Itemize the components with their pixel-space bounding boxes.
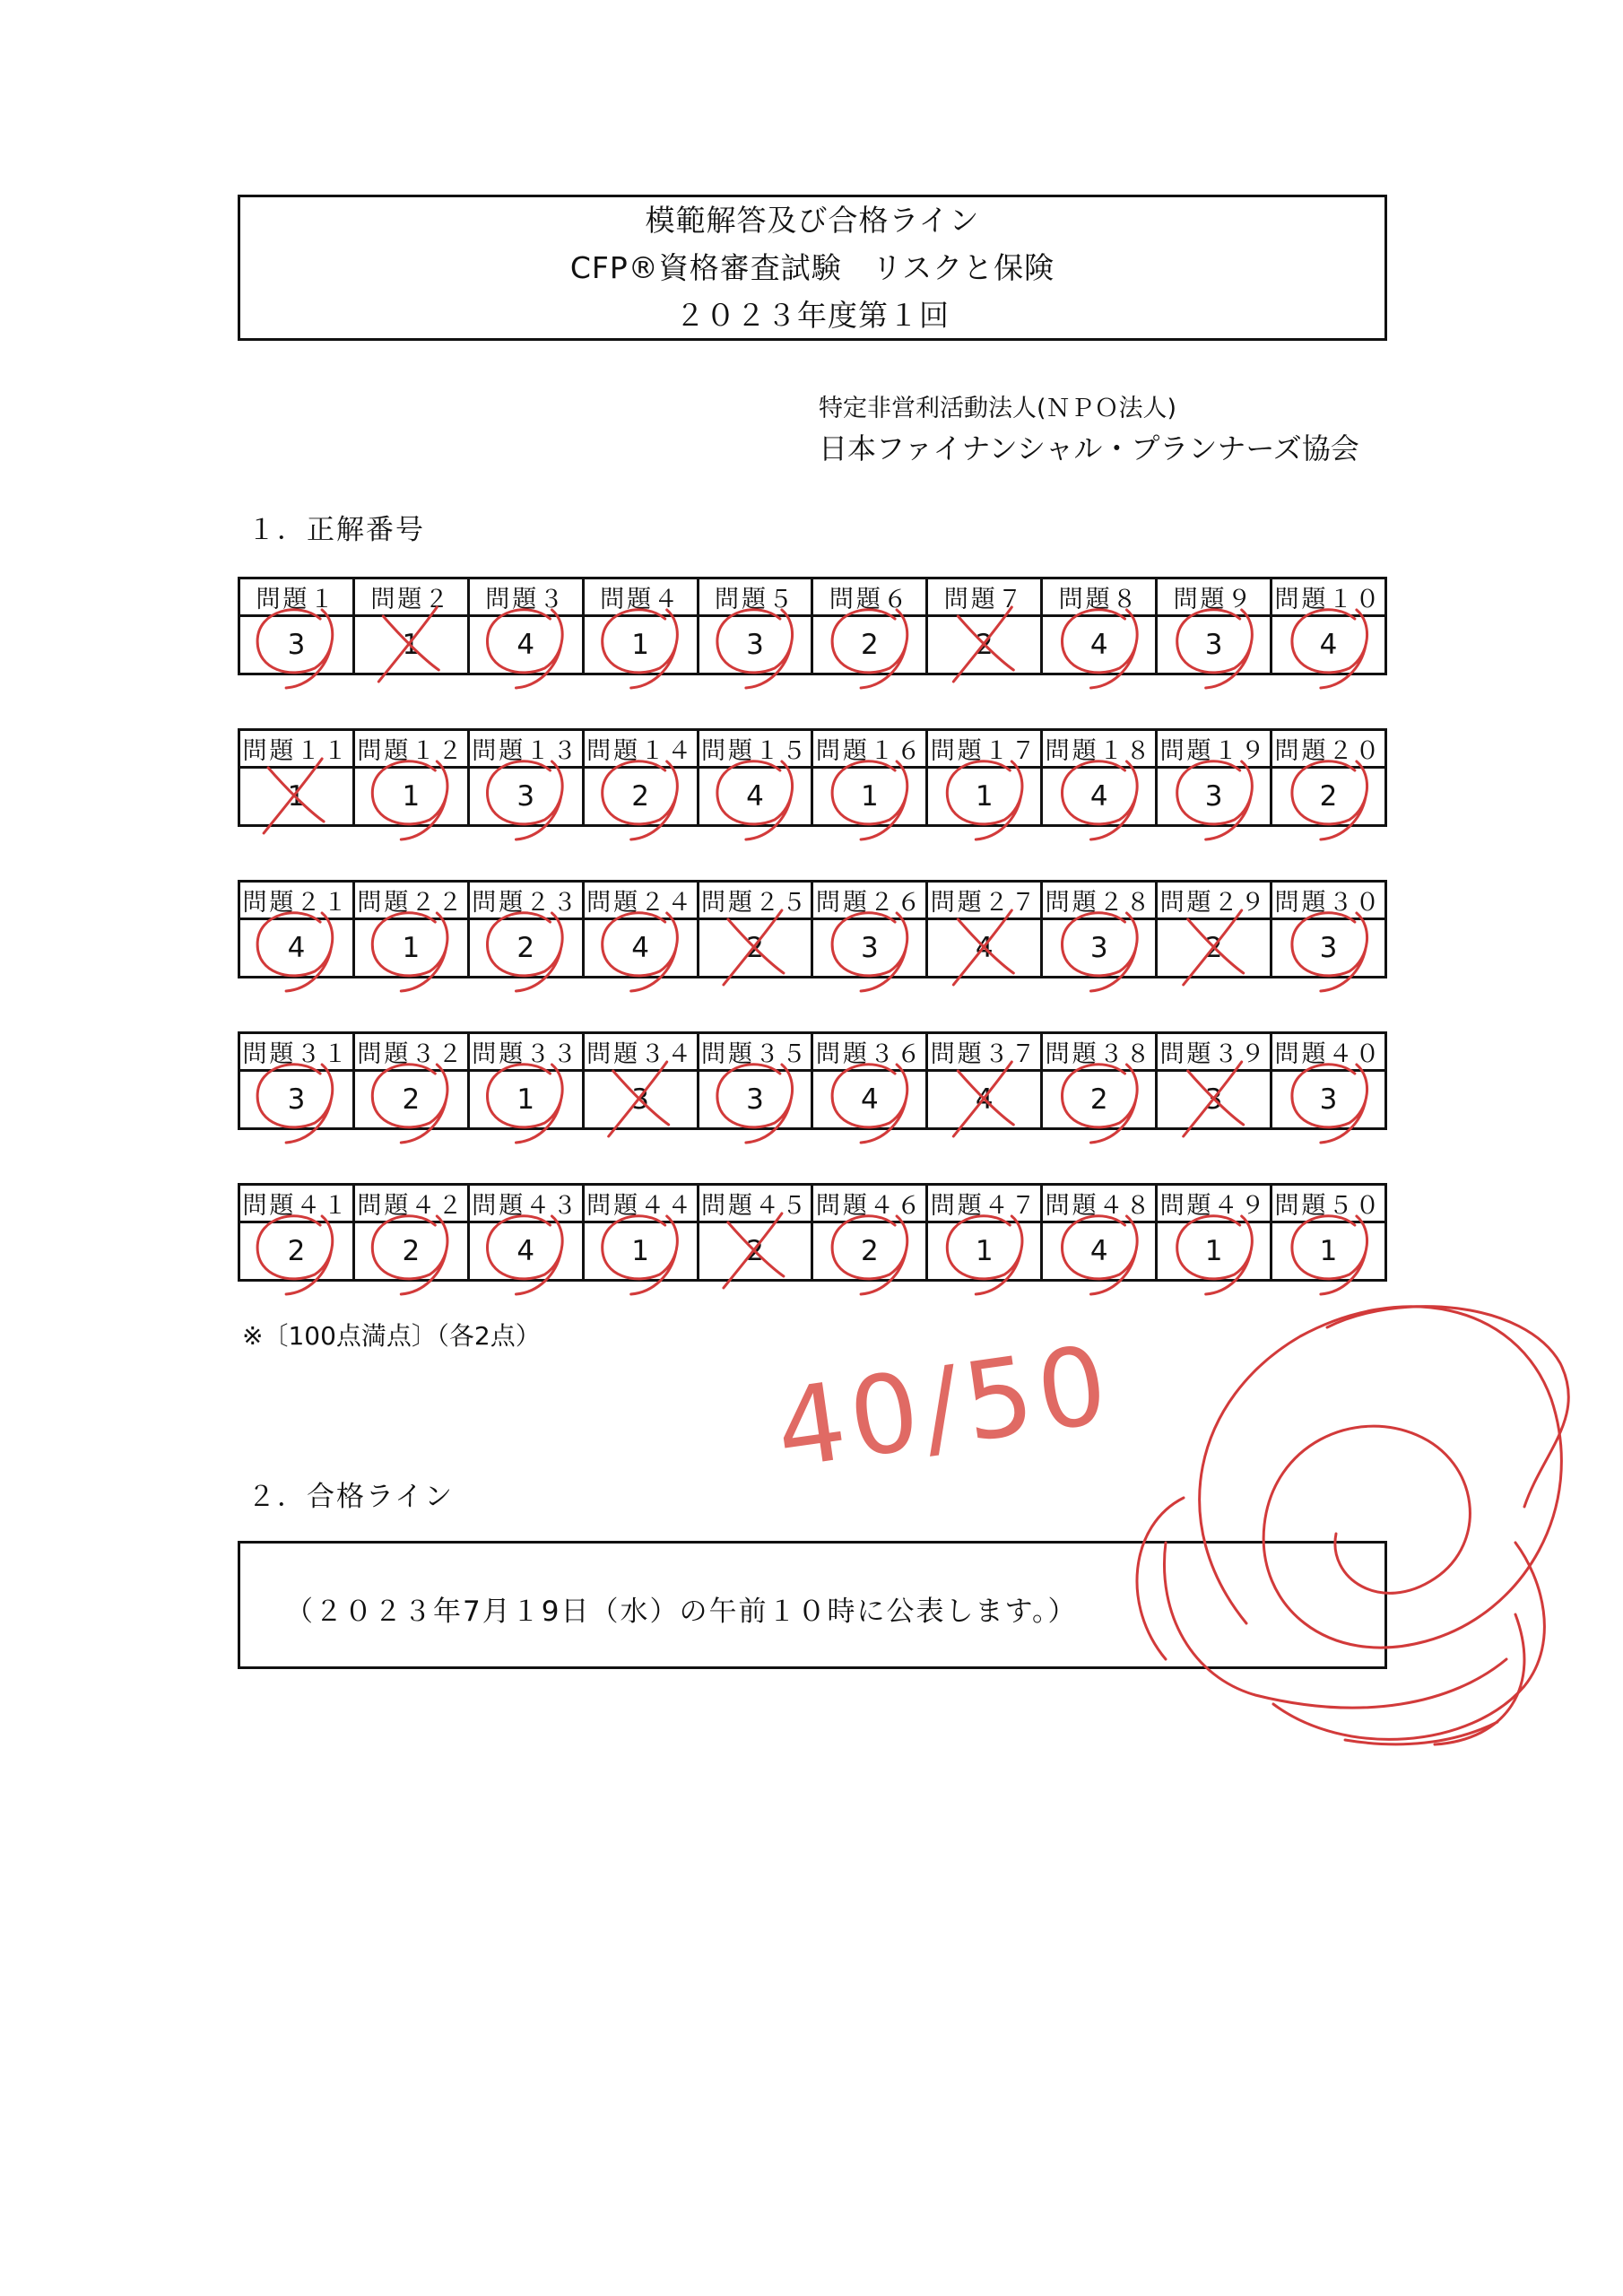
answer-table-4 <box>238 1031 1387 1130</box>
title-box <box>238 195 1387 341</box>
question-label: 問題２５ <box>698 882 812 919</box>
answer-cell: 3 <box>1157 768 1271 826</box>
answer-cell: 1 <box>1271 1222 1386 1281</box>
answer-cell: 4 <box>583 919 698 978</box>
question-label: 問題２６ <box>812 882 927 919</box>
answer-cell: 4 <box>812 1071 927 1129</box>
answer-cell: 4 <box>1042 768 1157 826</box>
answer-cell: 2 <box>353 1071 468 1129</box>
answer-cell: 1 <box>1157 1222 1271 1281</box>
answer-cell: 2 <box>1042 1071 1157 1129</box>
answer-cell: 2 <box>1271 768 1386 826</box>
organization <box>819 391 1359 470</box>
answer-cell: 2 <box>353 1222 468 1281</box>
answer-cell: 2 <box>698 1222 812 1281</box>
question-label: 問題１５ <box>698 730 812 768</box>
answer-cell: 1 <box>353 616 468 674</box>
title-line-3: ２０２３年度第１回 <box>675 298 950 333</box>
answer-cell: 2 <box>812 616 927 674</box>
question-label: 問題４０ <box>1271 1033 1386 1071</box>
answer-cell: 2 <box>468 919 583 978</box>
question-label: 問題２９ <box>1157 882 1271 919</box>
answer-cell: 3 <box>239 1071 354 1129</box>
answer-cell: 1 <box>927 768 1042 826</box>
answer-cell: 4 <box>927 1071 1042 1129</box>
question-label: 問題３４ <box>583 1033 698 1071</box>
question-label: 問題２１ <box>239 882 354 919</box>
section2-title: ２．合格ライン <box>247 1481 455 1513</box>
question-label: 問題４６ <box>812 1185 927 1222</box>
answer-cell: 1 <box>468 1071 583 1129</box>
answer-cell: 1 <box>353 919 468 978</box>
question-label: 問題１７ <box>927 730 1042 768</box>
answer-table-3 <box>238 880 1387 978</box>
question-label: 問題２２ <box>353 882 468 919</box>
answer-cell: 3 <box>583 1071 698 1129</box>
answer-cell: 3 <box>1157 1071 1271 1129</box>
answer-cell: 3 <box>698 1071 812 1129</box>
question-label: 問題３５ <box>698 1033 812 1071</box>
question-label: 問題２３ <box>468 882 583 919</box>
answer-cell: 2 <box>1157 919 1271 978</box>
answer-cell: 3 <box>239 616 354 674</box>
answer-cell: 2 <box>927 616 1042 674</box>
question-label: 問題３０ <box>1271 882 1386 919</box>
answer-cell: 3 <box>468 768 583 826</box>
answer-table-2 <box>238 728 1387 827</box>
answer-table-5 <box>238 1183 1387 1282</box>
answer-cell: 4 <box>698 768 812 826</box>
organization-type: 特定非営利活動法人(ＮＰＯ法人) <box>819 395 1177 422</box>
answer-cell: 4 <box>927 919 1042 978</box>
answer-cell: 4 <box>468 616 583 674</box>
answer-cell: 4 <box>468 1222 583 1281</box>
question-label: 問題２７ <box>927 882 1042 919</box>
question-label: 問題１６ <box>812 730 927 768</box>
answer-cell: 1 <box>583 616 698 674</box>
title-line-1: 模範解答及び合格ライン <box>645 203 980 238</box>
question-label: 問題２４ <box>583 882 698 919</box>
question-label: 問題１１ <box>239 730 354 768</box>
question-label: 問題３９ <box>1157 1033 1271 1071</box>
question-label: 問題１４ <box>583 730 698 768</box>
question-label: 問題１ <box>239 578 354 616</box>
question-label: 問題４２ <box>353 1185 468 1222</box>
question-label: 問題４７ <box>927 1185 1042 1222</box>
answer-cell: 2 <box>239 1222 354 1281</box>
answer-cell: 4 <box>1042 616 1157 674</box>
pass-line-box <box>238 1541 1387 1669</box>
question-label: 問題４３ <box>468 1185 583 1222</box>
question-label: 問題９ <box>1157 578 1271 616</box>
pass-line-text: （２０２３年7月１9日（水）の午前１０時に公表します。） <box>285 1596 1078 1628</box>
answer-cell: 3 <box>1271 1071 1386 1129</box>
question-label: 問題１０ <box>1271 578 1386 616</box>
question-label: 問題２ <box>353 578 468 616</box>
answer-cell: 2 <box>698 919 812 978</box>
question-label: 問題３２ <box>353 1033 468 1071</box>
question-label: 問題２８ <box>1042 882 1157 919</box>
question-label: 問題４９ <box>1157 1185 1271 1222</box>
answer-cell: 1 <box>353 768 468 826</box>
answer-table-1 <box>238 577 1387 675</box>
answer-cell: 4 <box>239 919 354 978</box>
question-label: 問題３ <box>468 578 583 616</box>
question-label: 問題３８ <box>1042 1033 1157 1071</box>
answer-cell: 3 <box>1157 616 1271 674</box>
handwritten-score: 40/50 <box>768 1322 1120 1493</box>
answer-cell: 1 <box>812 768 927 826</box>
answer-cell: 4 <box>1271 616 1386 674</box>
title-line-2: CFP®資格審査試験 リスクと保険 <box>569 250 1055 285</box>
question-label: 問題４ <box>583 578 698 616</box>
section1-title: １．正解番号 <box>247 514 425 546</box>
question-label: 問題３６ <box>812 1033 927 1071</box>
answer-cell: 1 <box>927 1222 1042 1281</box>
answer-cell: 2 <box>812 1222 927 1281</box>
question-label: 問題３３ <box>468 1033 583 1071</box>
question-label: 問題５０ <box>1271 1185 1386 1222</box>
question-label: 問題３７ <box>927 1033 1042 1071</box>
question-label: 問題６ <box>812 578 927 616</box>
organization-name: 日本ファイナンシャル・プランナーズ協会 <box>819 431 1359 465</box>
question-label: 問題４４ <box>583 1185 698 1222</box>
answer-cell: 3 <box>1271 919 1386 978</box>
answer-cell: 3 <box>812 919 927 978</box>
answer-cell: 3 <box>1042 919 1157 978</box>
answer-cell: 2 <box>583 768 698 826</box>
question-label: 問題４１ <box>239 1185 354 1222</box>
question-label: 問題１２ <box>353 730 468 768</box>
question-label: 問題８ <box>1042 578 1157 616</box>
score-note: ※〔100点満点〕（各2点） <box>242 1321 541 1351</box>
answer-cell: 1 <box>239 768 354 826</box>
answer-cell: 3 <box>698 616 812 674</box>
question-label: 問題３１ <box>239 1033 354 1071</box>
answer-cell: 1 <box>583 1222 698 1281</box>
question-label: 問題１３ <box>468 730 583 768</box>
question-label: 問題４８ <box>1042 1185 1157 1222</box>
question-label: 問題２０ <box>1271 730 1386 768</box>
question-label: 問題４５ <box>698 1185 812 1222</box>
question-label: 問題７ <box>927 578 1042 616</box>
answer-cell: 4 <box>1042 1222 1157 1281</box>
question-label: 問題５ <box>698 578 812 616</box>
question-label: 問題１８ <box>1042 730 1157 768</box>
question-label: 問題１９ <box>1157 730 1271 768</box>
